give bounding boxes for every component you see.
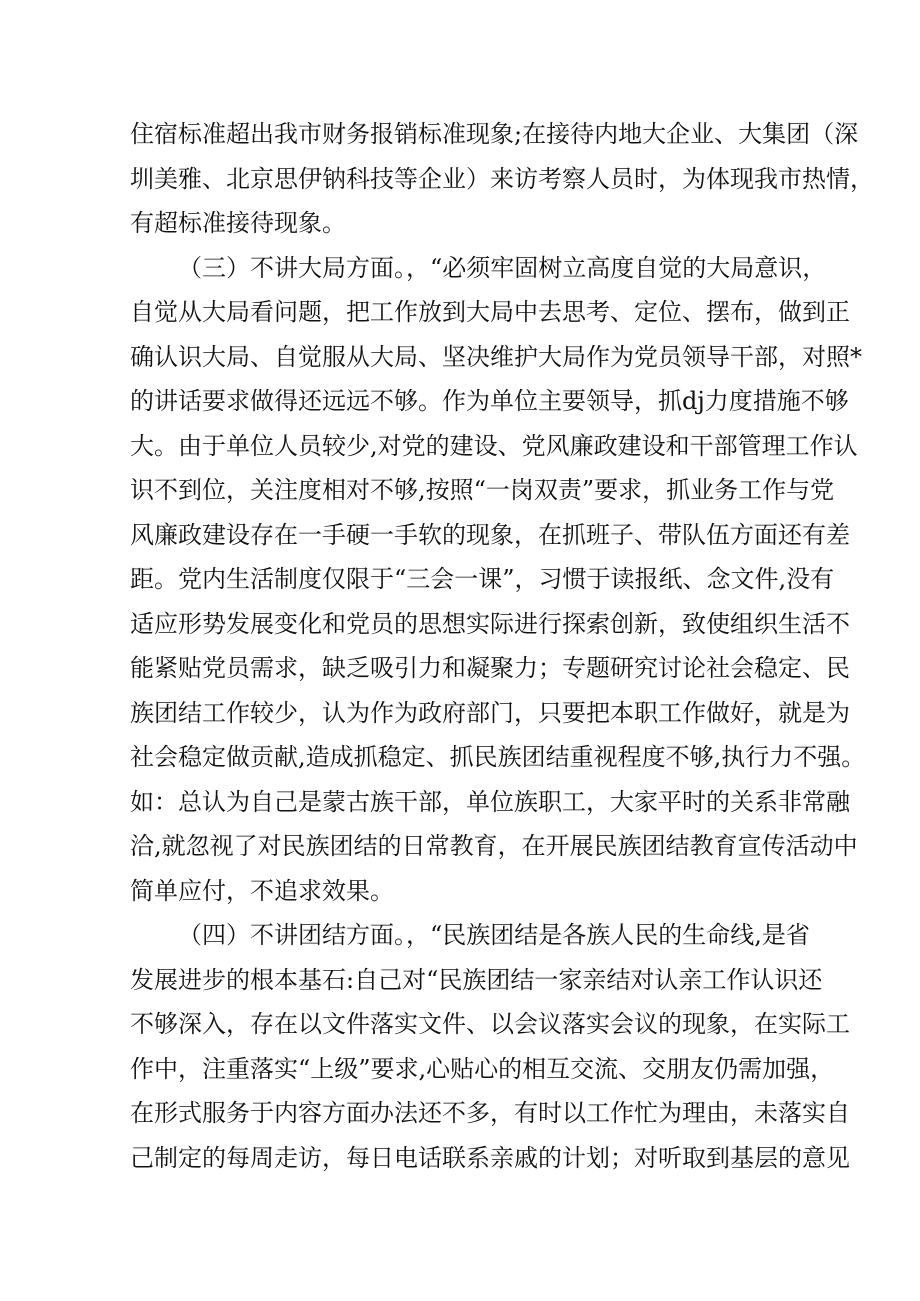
text-line: 发展进步的根本基石:自己对“民族团结一家亲结对认亲工作认识还: [130, 965, 823, 994]
text-line: 距。党内生活制度仅限于“三会一课”，习惯于读报纸、念文件,没有: [130, 565, 835, 593]
text-line: 确认识大局、自觉服从大局、坚决维护大局作为党员领导干部，对照*: [130, 342, 862, 371]
paragraph-heading-line: （四）不讲团结方面。，“民族团结是各族人民的生命线,是省: [178, 921, 810, 949]
text-line: 作中，注重落实“上级”要求,心贴心的相互交流、交朋友仍需加强，: [130, 1054, 835, 1083]
text-line: 不够深入，存在以文件落实文件、以会议落实会议的现象，在实际工: [130, 1010, 850, 1038]
paragraph-heading-line: （三）不讲大局方面。，“必须牢固树立高度自觉的大局意识，: [178, 253, 827, 282]
text-line: 住宿标准超出我市财务报销标准现象;在接待内地大企业、大集团（深: [130, 120, 859, 148]
text-line: 己制定的每周走访，每日电话联系亲戚的计划；对听取到基层的意见: [130, 1143, 850, 1172]
text-line: 圳美雅、北京思伊钠科技等企业）来访考察人员时，为体现我市热情，: [130, 164, 874, 193]
text-line: 风廉政建设存在一手硬一手软的现象，在抓班子、带队伍方面还有差: [130, 520, 850, 549]
text-line: 适应形势发展变化和党员的思想实际进行探索创新，致使组织生活不: [130, 609, 850, 638]
text-line: 大。由于单位人员较少,对党的建设、党风廉政建设和干部管理工作认: [130, 431, 858, 460]
text-line: 社会稳定做贡献,造成抓稳定、抓民族团结重视程度不够,执行力不强。: [130, 743, 866, 771]
text-line: 有超标准接待现象。: [130, 209, 346, 237]
document-body: [130, 112, 874, 1180]
text-line: 在形式服务于内容方面办法还不多，有时以工作忙为理由，未落实自: [130, 1099, 850, 1127]
text-line: 洽,就忽视了对民族团结的日常教育，在开展民族团结教育宣传活动中: [130, 832, 858, 860]
text-line: 简单应付，不追求效果。: [130, 876, 394, 905]
text-line: 识不到位，关注度相对不够,按照“一岗双责”要求，抓业务工作与党: [130, 476, 835, 504]
text-line: 自觉从大局看问题，把工作放到大局中去思考、定位、摆布，做到正: [130, 298, 850, 326]
text-line: 的讲话要求做得还远远不够。作为单位主要领导，抓dj力度措施不够: [130, 387, 849, 415]
text-line: 族团结工作较少，认为作为政府部门，只要把本职工作做好，就是为: [130, 698, 850, 727]
text-line: 能紧贴党员需求，缺乏吸引力和凝聚力；专题研究讨论社会稳定、民: [130, 654, 850, 682]
text-line: 如：总认为自己是蒙古族干部，单位族职工，大家平时的关系非常融: [130, 787, 850, 816]
